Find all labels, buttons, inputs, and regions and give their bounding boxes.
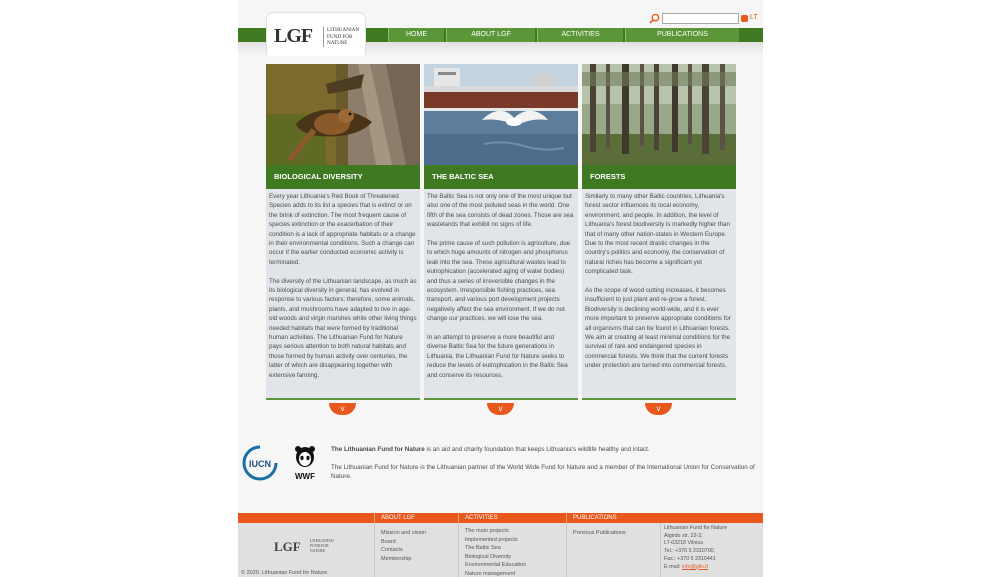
contact-fax: Fax.: +370 5 2310441 <box>664 555 716 562</box>
footer-link[interactable]: Mission and vision <box>381 530 426 536</box>
contact-email-row <box>664 564 763 572</box>
search-icon[interactable] <box>649 13 660 24</box>
copyright: © 2020. Lithuanian Fund for Nature <box>241 570 328 576</box>
contact-tel: Tel.: +370 5 2310700, <box>664 548 716 555</box>
paragraph: The Baltic Sea is not only one of the most unique but also one of the most polluted seas in the world. One fifth of the sea consists of dead zones. Those are sea wastelands that exhibit no signs of life. <box>427 193 574 229</box>
column-title[interactable]: BIOLOGICAL DIVERSITY <box>266 165 420 189</box>
nav-publications[interactable]: PUBLICATIONS <box>625 28 739 42</box>
footer-logo[interactable] <box>274 537 338 559</box>
column-forests <box>582 64 736 413</box>
language-icon <box>741 15 748 22</box>
nav-about-lgf[interactable]: ABOUT LGF <box>446 28 535 42</box>
footer-heading-publications[interactable]: PUBLICATIONS <box>566 513 660 523</box>
paragraph: The prime cause of such pollution is agriculture, due to which huge amounts of nitrogen and phosphorus leak into the sea. These agricultural wastes lead to eutrophication (accelerated aging of water bodies) and thus a series of irreversible changes in the ecosystem. Irresponsible fishing practices, sea transport, and various port development projects negatively affect the sea environment. If we do not change our practices, we will lose the sea. <box>427 240 571 323</box>
footer-link[interactable]: The main projects <box>465 528 509 534</box>
contact-email-label: E-mail: <box>664 563 681 570</box>
column-text <box>424 189 578 400</box>
footer-heading-about[interactable]: ABOUT LGF <box>374 513 458 523</box>
logo-text: LITHUANIAN FUND FOR NATURE <box>323 27 365 47</box>
footer-link[interactable]: Board <box>381 538 396 545</box>
paragraph: The diversity of the Lithuanian landscape, as much as its biological diversity in general, has evolved in response to various factors; therefore, some animals, plants, and mushrooms have adapted to live in age-old woods and virgin marshes while other living things needed habitats that were formed by traditional human activities. The Lithuanian Fund for Nature pays serious attention to both natural habitats and those formed by human activity over centuries, the latter of which are disappearing together with extensive farming. <box>269 277 417 379</box>
forests-image[interactable] <box>582 64 736 165</box>
iucn-label: IUCN <box>249 459 271 469</box>
footer-link[interactable]: Membership <box>381 555 412 562</box>
search-input[interactable] <box>662 13 739 24</box>
iucn-logo[interactable] <box>241 445 279 481</box>
column-title[interactable]: FORESTS <box>582 165 736 189</box>
footer-link[interactable]: Environmental Education <box>465 562 527 568</box>
about-text <box>331 445 761 490</box>
page-wrapper <box>238 0 763 577</box>
baltic-sea-image[interactable] <box>424 64 578 165</box>
paragraph: In an attempt to preserve a more beautiful and diverse Baltic Sea for the future generations in Lithuania, the Lithuanian Fund for Nature seeks to reduce the levels of eutrophication in the Baltic Sea and conserve its resources. <box>427 334 568 379</box>
column-text <box>266 189 420 400</box>
footer-link[interactable]: Previous Publications <box>573 530 626 536</box>
footer-publication-links <box>566 523 660 577</box>
paragraph: Similarly to many other Baltic countries, Lithuania's forest sector influences its local economy, environment, and people. In addition, the level of Lithuania's forest biodiversity is markedly higher than that of many other nation-states in Western Europe. Due to the most recent drastic changes in the country's politics and economy, the conservation of natural riches has become a significant yet complicated task. <box>585 193 730 276</box>
contact-email[interactable]: info@glis.lt <box>681 563 708 570</box>
logo-mark: LGF <box>274 25 313 47</box>
contact-street: Algirdo str. 22-3, <box>664 532 703 539</box>
expand-button[interactable]: v <box>645 403 672 415</box>
contact-name: Lithuanian Fund for Nature <box>664 525 728 531</box>
footer-link[interactable]: Nature management <box>465 570 516 577</box>
language-switch-lt[interactable]: LT <box>750 14 758 21</box>
column-text <box>582 189 736 400</box>
footer-link[interactable]: The Baltic Sea <box>465 545 501 551</box>
paragraph: As the scope of wood cutting increases, it becomes insufficient to just plant and re-grow a forest. Biodiversity is declining world-wide, and it is ever more important to preserve appropriate conditions for all organisms that can be found in Lithuanian forests. We aim at creating at least minimal conditions for the survival of rare and endangered species in commercial forests. We think that the current forests under protection are turned into commercial forests. <box>585 287 731 370</box>
footer-activity-links <box>458 523 566 577</box>
nav-activities[interactable]: ACTIVITIES <box>537 28 623 42</box>
footer-logo-text: LITHUANIAN FUND FOR NATURE <box>310 539 334 553</box>
footer <box>238 513 763 577</box>
footer-link[interactable]: Contacts <box>381 547 403 553</box>
about-paragraph-2: The Lithuanian Fund for Nature is the Lithuanian partner of the World Wide Fund for Nature and a member of the International Union for Conservation of Nature. <box>331 464 755 480</box>
about-paragraph-1 <box>331 445 761 454</box>
footer-heading-activities[interactable]: ACTIVITIES <box>458 513 566 523</box>
biological-diversity-image[interactable] <box>266 64 420 165</box>
wwf-label: WWF <box>295 472 315 481</box>
expand-button[interactable]: v <box>329 403 356 415</box>
footer-contact <box>660 523 763 577</box>
about-org-name: The Lithuanian Fund for Nature <box>331 446 425 453</box>
footer-link[interactable]: Implemented projects <box>465 536 518 543</box>
footer-about-links <box>374 523 458 577</box>
footer-logo-mark: LGF <box>274 539 301 554</box>
site-logo[interactable] <box>266 12 366 56</box>
wwf-logo[interactable] <box>290 444 320 482</box>
expand-button[interactable]: v <box>487 403 514 415</box>
footer-link[interactable]: Biological Diversity <box>465 553 512 560</box>
about-description: is an aid and charity foundation that keeps Lithuania's wildlife healthy and intact. <box>424 446 650 453</box>
paragraph: Every year Lithuania's Red Book of Threatened Species adds to its list a species that is extinct or on the brink of extinction. The most frequent cause of species extinction or the exacerbation of their condition is a lack of appropriate habitats or a change in their environmental conditions. Such a change can occur if the earlier conducted economic activity is terminated. <box>269 193 416 266</box>
contact-city: LT-03218 Vilnius <box>664 540 703 547</box>
column-title[interactable]: THE BALTIC SEA <box>424 165 578 189</box>
column-baltic-sea <box>424 64 578 413</box>
nav-home[interactable]: HOME <box>388 28 444 42</box>
column-biological-diversity <box>266 64 420 413</box>
